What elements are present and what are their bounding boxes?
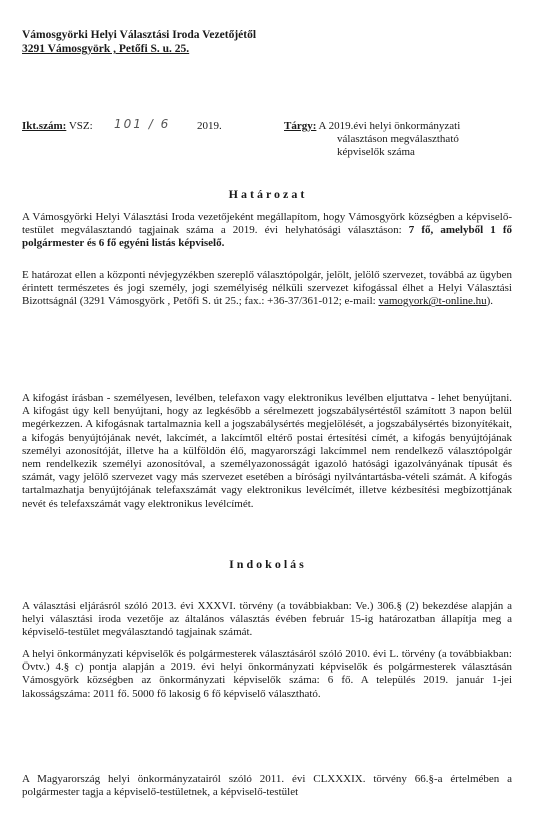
appeal-text-end: ). (486, 295, 494, 308)
subject-line-1 (284, 120, 524, 133)
reasoning-paragraph-2: A helyi önkormányzati képviselők és polgármesterek választásáról szóló 2010. évi L. törvény (a továbbiakban: Övtv.) 4.§ c) pontja alapján a 2019. évi helyi önkormányzati képviselők és polgármesterek választásán Vámosgyörk községben az önkormányzati képviselők száma: 6 fő. A település 2019. január 1-jei lakosságszáma: 2011 fő. 5000 fő lakosig 6 fő képviselő választható. (22, 648, 512, 700)
reasoning-title: Indokolás (229, 557, 307, 571)
objection-paragraph: A kifogást írásban - személyesen, levélben, telefaxon vagy elektronikus levélben eljuttatva - lehet benyújtani. A kifogást úgy kell benyújtani, hogy az legkésőbb a sérelmezett jogszabálysértéstől számított 3 napon belül megérkezzen. A kifogásnak tartalmaznia kell a jogszabálysértés megjelölését, a jogszabálysértés bizonyítékait, a kifogás benyújtójának nevét, lakcímét, a lakcímtől eltérő postai értesítési címét, a kifogás benyújtójának személyi azonosítóját, illetve ha a külföldön élő, magyarországi lakcímmel nem rendelkező választópolgár nem rendelkezik személyi azonosítóval, a személyazonosságát igazoló hatósági igazolványának típusát és számát, vagy jelölő szervezet vagy más szervezet esetében a bírósági nyilvántartásba-vételi számát. A kifogás tartalmazhatja benyújtójának telefaxszámát vagy elektronikus levélcímét, illetve kézbesítési megbízottjának nevét és telefaxszámát vagy elektronikus levélcímét. (22, 392, 512, 510)
subject-line-2: választáson megválasztható (337, 133, 459, 145)
handwritten-reference: 101 / 6 (114, 117, 171, 131)
office-name: Vámosgyörki Helyi Választási Iroda Vezetőjétől (22, 29, 257, 41)
reasoning-paragraph-3: A Magyarország helyi önkormányzatairól szóló 2011. évi CLXXXIX. törvény 66.§-a értelmében a polgármester tagja a képviselő-testületnek, a képviselő-testület (22, 773, 512, 799)
appeal-paragraph (22, 269, 512, 309)
decision-result: 7 fő, amelyből 1 fő polgármester és 6 fő egyéni listás képviselő. (22, 224, 512, 250)
subject-text-1: A 2019.évi helyi önkormányzati (316, 120, 461, 132)
office-address: 3291 Vámosgyörk , Petőfi S. u. 25. (22, 43, 190, 55)
reference-year: 2019. (197, 120, 222, 132)
email-link[interactable]: vamogyork@t-online.hu (378, 295, 487, 308)
decision-title: Határozat (228, 187, 308, 201)
reference-label: Ikt.szám: (22, 120, 67, 132)
decision-paragraph (22, 211, 512, 251)
subject-line-3: képviselők száma (337, 146, 415, 158)
reference-prefix: VSZ: (66, 120, 93, 132)
subject-label: Tárgy: (284, 120, 317, 132)
decision-text: A Vámosgyörki Helyi Választási Iroda vezetőjeként megállapítom, hogy Vámosgyörk községben a képviselő-testület megválasztandó tagjainak száma a 2019. évi helyhatósági választáson: (22, 211, 512, 237)
appeal-text: E határozat ellen a központi névjegyzékben szereplő választópolgár, jelölt, jelölő szervezet, továbbá az ügyben érintett természetes és jogi személy, jogi személyiség nélküli szervezet kifogással élhet a Helyi Választási Bizottságnál (3291 Vámosgyörk , Petőfi S. út 25.; fax.: +36-37/361-012; e-mail: (22, 269, 512, 308)
reference-number (22, 120, 93, 133)
reasoning-paragraph-1: A választási eljárásról szóló 2013. évi XXXVI. törvény (a továbbiakban: Ve.) 306.§ (2) bekezdése alapján a helyi választási iroda vezetője az általános választás évében február 15-ig határozatban állapítja meg a képviselő-testület megválasztandó tagjainak számát. (22, 600, 512, 639)
subject-block (284, 120, 524, 159)
